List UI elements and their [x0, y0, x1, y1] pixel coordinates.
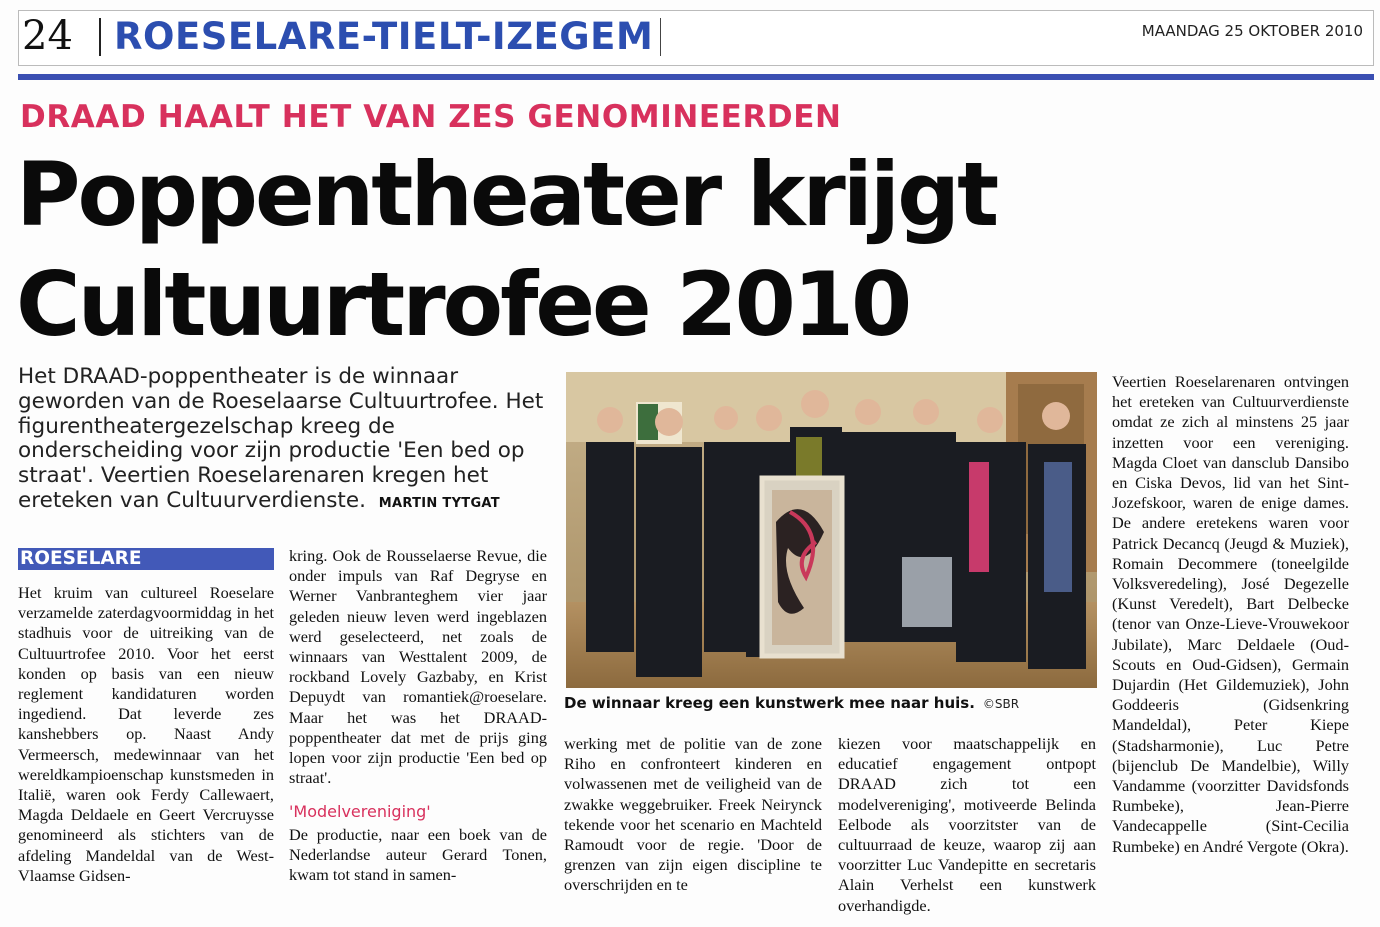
masthead-divider — [99, 18, 101, 56]
masthead-divider — [660, 18, 661, 56]
headline-line-2: Cultuurtrofee 2010 — [16, 253, 910, 356]
body-text: kring. Ook de Rousselaerse Revue, die onder impuls van Raf Degryse en Werner Vanbranteghem vier jaar geleden nieuw leven werd ingeblazen werd geselecteerd, net zoals de winnaars van Westtalent 2009, de rockband Lovely Gazbaby, en Krist Depuydt van romantiek@roeselare. Maar het was het DRAAD-poppentheater dat met de prijs ging lopen voor zijn productie 'Een bed op straat'. — [289, 546, 547, 788]
body-text: kiezen voor maatschappelijk en educatief engagement ontpopt DRAAD zich tot een modelvereniging', motiveerde Belinda Eelbode als voorzitster van de cultuurraad de keuze, waarop zij aan voorzitter Luc Vandepitte en secretaris Alain Verhelst een kunstwerk overhandigde. — [838, 734, 1096, 915]
caption-text: De winnaar kreeg een kunstwerk mee naar huis. — [564, 694, 975, 712]
article-kicker: DRAAD HAALT HET VAN ZES GENOMINEERDEN — [20, 99, 842, 135]
issue-date: MAANDAG 25 OKTOBER 2010 — [1141, 22, 1363, 40]
body-column-2 — [289, 546, 547, 885]
headline-line-1: Poppentheater krijgt — [16, 143, 997, 246]
article-headline — [16, 140, 996, 360]
body-text: Het kruim van cultureel Roeselare verzamelde zaterdagvoormiddag in het stadhuis voor de uitreiking van de Cultuurtrofee 2010. Voor het eerst konden op basis van een nieuw reglement kandidaturen worden ingediend. Dat leverde zes kanshebbers op. Naast Andy Vermeersch, medewinnaar van het wereldkampioenschap kunstsmeden in Italië, waren ook Ferdy Callewaert, Magda Deldaele en Geert Vercruysse genomineerd als stichters van de afdeling Mandeldal van de West-Vlaamse Gidsen- — [18, 583, 274, 885]
body-text: werking met de politie van de zone Riho en confronteert kinderen en volwassenen met de veiligheid van de zwakke weggebruiker. Freek Neirynck tekende voor het scenario en Machteld Ramoudt voor de regie. 'Door de grenzen van zijn eigen discipline te overschrijden en te — [564, 734, 822, 895]
lead-text: Het DRAAD-poppentheater is de winnaar geworden van de Roeselaarse Cultuurtrofee. Het figurentheatergezelschap kreeg de onderscheiding voor zijn productie 'Een bed op straat'. Veertien Roeselarenaren kregen het ereteken van Cultuurverdienste. — [18, 364, 544, 513]
page-number: 24 — [22, 13, 73, 59]
byline: MARTIN TYTGAT — [378, 495, 500, 511]
photo-credit: ©SBR — [982, 697, 1020, 711]
body-column-1 — [18, 583, 274, 886]
photo-caption — [564, 694, 1019, 712]
subheading: 'Modelvereniging' — [289, 802, 431, 822]
location-label: ROESELARE — [20, 548, 142, 569]
article-lead — [18, 365, 558, 517]
body-column-4 — [838, 734, 1096, 916]
body-column-5 — [1112, 372, 1349, 857]
body-text: De productie, naar een boek van de Nederlandse auteur Gerard Tonen, kwam tot stand in samen- — [289, 824, 547, 885]
section-rule — [18, 74, 1374, 80]
body-column-3 — [564, 734, 822, 896]
body-text: Veertien Roeselarenaren ontvingen het ereteken van Cultuurverdienste omdat ze zich al minstens 25 jaar inzetten voor een vereniging. Magda Cloet van dansclub Dansibo en Ciska Devos, lid van het Sint-Jozefskoor, waren de enige dames. De andere eretekens waren voor Patrick Decancq (Jeugd & Muziek), Romain Decommere (toneelgilde Volksveredeling), José Degezelle (Kunst Veredelt), Bart Delbecke (tenor van Onze-Lieve-Vrouwekoor Jubilate), Marc Deldaele (Oud-Scouts en Oud-Gidsen), Germain Dujardin (Het Gildemuziek), John Goddeeris (Gidsenkring Mandeldal), Peter Kiepe (Stadsharmonie), Luc Petre (bijenclub De Mandelbie), Willy Vandamme (voorzitter Davidsfonds Rumbeke), Jean-Pierre Vandecappelle (Sint-Cecilia Rumbeke) en André Vergote (Okra). — [1112, 372, 1349, 856]
group-photo — [566, 372, 1097, 688]
section-title: ROESELARE-TIELT-IZEGEM — [114, 15, 654, 58]
